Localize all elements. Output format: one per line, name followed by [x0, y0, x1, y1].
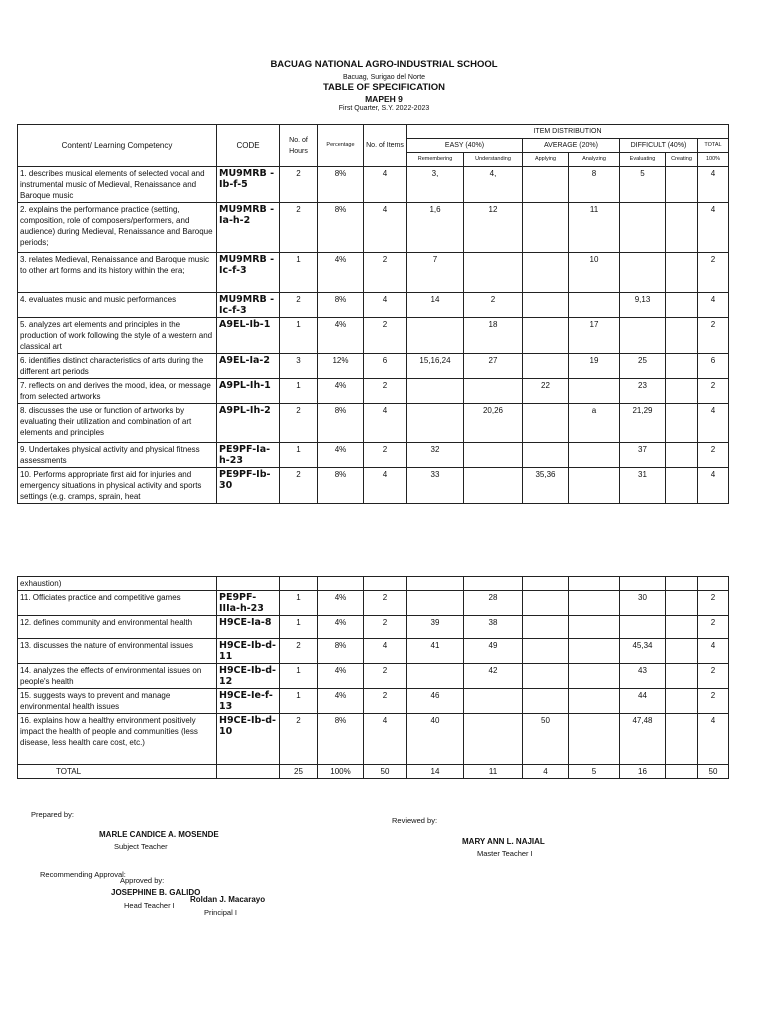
- items-cell: 4: [364, 293, 407, 318]
- evaluating-cell: [620, 577, 666, 591]
- specification-table-page2: [17, 576, 729, 779]
- total-cell: 4: [698, 468, 729, 504]
- total-analyzing-cell: 5: [569, 765, 620, 779]
- competency-cell: 14. analyzes the effects of environmental issues on people's health: [18, 664, 217, 689]
- analyzing-cell: 19: [569, 354, 620, 379]
- total-hours-cell: 25: [280, 765, 318, 779]
- items-header: No. of Items: [364, 125, 407, 167]
- percentage-cell: 4%: [318, 689, 364, 714]
- analyzing-cell: [569, 591, 620, 616]
- competency-cell: 15. suggests ways to prevent and manage environmental health issues: [18, 689, 217, 714]
- creating-cell: [666, 468, 698, 504]
- creating-cell: [666, 616, 698, 639]
- percentage-cell: 8%: [318, 203, 364, 253]
- reviewed-by-label: Reviewed by:: [392, 816, 438, 825]
- recommending-approval-label: Recommending Approval:: [40, 870, 126, 879]
- evaluating-cell: [620, 616, 666, 639]
- remembering-cell: 14: [407, 293, 464, 318]
- creating-header: Creating: [666, 153, 698, 167]
- competency-cell: 16. explains how a healthy environment positively impact the health of people and communities (less disease, less health care cost, etc.): [18, 714, 217, 765]
- remembering-header: Remembering: [407, 153, 464, 167]
- hours-cell: 1: [280, 253, 318, 293]
- analyzing-cell: a: [569, 404, 620, 443]
- understanding-cell: 38: [464, 616, 523, 639]
- understanding-cell: [464, 689, 523, 714]
- applying-cell: 50: [523, 714, 569, 765]
- understanding-cell: [464, 443, 523, 468]
- understanding-cell: 2: [464, 293, 523, 318]
- items-cell: 2: [364, 443, 407, 468]
- applying-cell: [523, 664, 569, 689]
- competency-cell: 9. Undertakes physical activity and physical fitness assessments: [18, 443, 217, 468]
- analyzing-cell: [569, 664, 620, 689]
- total-competency-cell: TOTAL: [18, 765, 217, 779]
- items-cell: 4: [364, 167, 407, 203]
- total-cell: 2: [698, 616, 729, 639]
- competency-cell: 3. relates Medieval, Renaissance and Baroque music to other art forms and its history within the era;: [18, 253, 217, 293]
- applying-cell: [523, 203, 569, 253]
- competency-cell: 5. analyzes art elements and principles in the production of work following the style of a western and classical art: [18, 318, 217, 354]
- percentage-cell: 8%: [318, 714, 364, 765]
- creating-cell: [666, 591, 698, 616]
- evaluating-cell: 37: [620, 443, 666, 468]
- applying-cell: [523, 443, 569, 468]
- total-items-cell: 50: [364, 765, 407, 779]
- code-cell: PE9PF-Ia-h-23: [217, 443, 280, 468]
- items-cell: 6: [364, 354, 407, 379]
- total-cell: 6: [698, 354, 729, 379]
- code-cell: MU9MRB -Ic-f-3: [217, 253, 280, 293]
- competency-header: Content/ Learning Competency: [18, 125, 217, 167]
- remembering-cell: [407, 404, 464, 443]
- items-cell: 4: [364, 404, 407, 443]
- total-cell: 2: [698, 689, 729, 714]
- percentage-cell: 4%: [318, 379, 364, 404]
- applying-cell: [523, 404, 569, 443]
- creating-cell: [666, 167, 698, 203]
- total-cell: 4: [698, 293, 729, 318]
- head-teacher-name: JOSEPHINE B. GALIDO: [111, 888, 201, 897]
- analyzing-cell: 11: [569, 203, 620, 253]
- hours-header: No. of Hours: [280, 125, 318, 167]
- applying-cell: [523, 639, 569, 664]
- evaluating-cell: [620, 253, 666, 293]
- competency-cell: 8. discusses the use or function of artworks by evaluating their utilization and combination of art elements and principles: [18, 404, 217, 443]
- code-cell: A9EL-Ia-2: [217, 354, 280, 379]
- code-cell: H9CE-Ie-f-13: [217, 689, 280, 714]
- understanding-cell: 28: [464, 591, 523, 616]
- code-cell: MU9MRB -Ib-f-5: [217, 167, 280, 203]
- analyzing-header: Analyzing: [569, 153, 620, 167]
- evaluating-cell: 21,29: [620, 404, 666, 443]
- remembering-cell: 15,16,24: [407, 354, 464, 379]
- creating-cell: [666, 354, 698, 379]
- evaluating-cell: 47,48: [620, 714, 666, 765]
- remembering-cell: 3,: [407, 167, 464, 203]
- understanding-cell: 12: [464, 203, 523, 253]
- applying-cell: [523, 253, 569, 293]
- hours-cell: 2: [280, 639, 318, 664]
- percentage-cell: 8%: [318, 404, 364, 443]
- code-cell: H9CE-Ib-d-10: [217, 714, 280, 765]
- percentage-cell: 8%: [318, 639, 364, 664]
- table-row: [18, 293, 729, 318]
- remembering-cell: 33: [407, 468, 464, 504]
- percentage-cell: 8%: [318, 468, 364, 504]
- competency-cell: 1. describes musical elements of selected vocal and instrumental music of Medieval, Renaissance and Baroque music: [18, 167, 217, 203]
- remembering-cell: [407, 591, 464, 616]
- hours-cell: 1: [280, 318, 318, 354]
- table-row: [18, 318, 729, 354]
- code-cell: H9CE-Ia-8: [217, 616, 280, 639]
- creating-cell: [666, 443, 698, 468]
- total-cell: 2: [698, 591, 729, 616]
- remembering-cell: 39: [407, 616, 464, 639]
- hours-cell: 2: [280, 404, 318, 443]
- total-evaluating-cell: 16: [620, 765, 666, 779]
- analyzing-cell: [569, 714, 620, 765]
- competency-cell: 6. identifies distinct characteristics of arts during the different art periods: [18, 354, 217, 379]
- hours-cell: 2: [280, 468, 318, 504]
- creating-cell: [666, 379, 698, 404]
- evaluating-cell: 5: [620, 167, 666, 203]
- applying-cell: 22: [523, 379, 569, 404]
- remembering-cell: 7: [407, 253, 464, 293]
- table-row: [18, 354, 729, 379]
- total-cell: [698, 577, 729, 591]
- applying-cell: [523, 293, 569, 318]
- analyzing-cell: [569, 639, 620, 664]
- total-applying-cell: 4: [523, 765, 569, 779]
- competency-cell: 10. Performs appropriate first aid for injuries and emergency situations in physical activity and sports settings (e.g. cramps, sprain, heat: [18, 468, 217, 504]
- reviewed-by-title: Master Teacher I: [477, 849, 533, 858]
- items-cell: 4: [364, 203, 407, 253]
- remembering-cell: 1,6: [407, 203, 464, 253]
- analyzing-cell: 8: [569, 167, 620, 203]
- total-code-cell: [217, 765, 280, 779]
- applying-cell: [523, 354, 569, 379]
- code-cell: PE9PF-Ib-30: [217, 468, 280, 504]
- hours-cell: 2: [280, 203, 318, 253]
- evaluating-cell: 9,13: [620, 293, 666, 318]
- understanding-cell: 18: [464, 318, 523, 354]
- understanding-cell: [464, 714, 523, 765]
- percentage-cell: 8%: [318, 293, 364, 318]
- hours-cell: 1: [280, 379, 318, 404]
- table-row: [18, 616, 729, 639]
- understanding-cell: [464, 577, 523, 591]
- total-cell: 2: [698, 253, 729, 293]
- percentage-cell: [318, 577, 364, 591]
- analyzing-cell: [569, 293, 620, 318]
- total-creating-cell: [666, 765, 698, 779]
- table-row: [18, 203, 729, 253]
- total-understanding-cell: 11: [464, 765, 523, 779]
- creating-cell: [666, 714, 698, 765]
- applying-cell: [523, 167, 569, 203]
- prepared-by-name: MARLE CANDICE A. MOSENDE: [99, 830, 219, 839]
- difficult-header: DIFFICULT (40%): [620, 139, 698, 153]
- prepared-by-label: Prepared by:: [31, 810, 74, 819]
- table-row: [18, 664, 729, 689]
- analyzing-cell: 10: [569, 253, 620, 293]
- creating-cell: [666, 203, 698, 253]
- code-cell: MU9MRB -Ia-h-2: [217, 203, 280, 253]
- percentage-header: Percentage: [318, 125, 364, 167]
- competency-cell: exhaustion): [18, 577, 217, 591]
- code-cell: A9PL-Ih-2: [217, 404, 280, 443]
- creating-cell: [666, 293, 698, 318]
- totals-row: [18, 765, 729, 779]
- percentage-cell: 4%: [318, 616, 364, 639]
- applying-cell: [523, 689, 569, 714]
- analyzing-cell: [569, 443, 620, 468]
- items-cell: 2: [364, 591, 407, 616]
- evaluating-cell: 30: [620, 591, 666, 616]
- remembering-cell: 40: [407, 714, 464, 765]
- competency-cell: 7. reflects on and derives the mood, idea, or message from selected artworks: [18, 379, 217, 404]
- creating-cell: [666, 689, 698, 714]
- prepared-by-title: Subject Teacher: [114, 842, 168, 851]
- competency-cell: 12. defines community and environmental health: [18, 616, 217, 639]
- hours-cell: 1: [280, 616, 318, 639]
- evaluating-cell: 43: [620, 664, 666, 689]
- analyzing-cell: [569, 468, 620, 504]
- total-total-cell: 50: [698, 765, 729, 779]
- table-row: [18, 577, 729, 591]
- principal-name: Roldan J. Macarayo: [190, 895, 266, 904]
- table-row: [18, 639, 729, 664]
- analyzing-cell: [569, 379, 620, 404]
- table-row: [18, 714, 729, 765]
- school-name: BACUAG NATIONAL AGRO-INDUSTRIAL SCHOOL: [270, 59, 498, 70]
- table-row: [18, 443, 729, 468]
- applying-cell: [523, 616, 569, 639]
- hours-cell: 3: [280, 354, 318, 379]
- understanding-cell: [464, 468, 523, 504]
- table-row: [18, 689, 729, 714]
- understanding-cell: 27: [464, 354, 523, 379]
- competency-cell: 4. evaluates music and music performances: [18, 293, 217, 318]
- evaluating-cell: 31: [620, 468, 666, 504]
- table-row: [18, 591, 729, 616]
- hours-cell: 2: [280, 714, 318, 765]
- school-address: Bacuag, Surigao del Norte: [342, 74, 426, 81]
- easy-header: EASY (40%): [407, 139, 523, 153]
- code-cell: MU9MRB -Ic-f-3: [217, 293, 280, 318]
- remembering-cell: [407, 379, 464, 404]
- competency-cell: 13. discusses the nature of environmental issues: [18, 639, 217, 664]
- total-cell: 2: [698, 379, 729, 404]
- remembering-cell: 32: [407, 443, 464, 468]
- items-cell: 2: [364, 664, 407, 689]
- understanding-cell: 42: [464, 664, 523, 689]
- understanding-cell: 20,26: [464, 404, 523, 443]
- competency-cell: 2. explains the performance practice (setting, composition, role of composers/performers, and audience) during Medieval, Renaissance and Baroque periods;: [18, 203, 217, 253]
- percentage-cell: 12%: [318, 354, 364, 379]
- approved-by-label: Approved by:: [120, 876, 165, 885]
- items-cell: 2: [364, 253, 407, 293]
- percentage-cell: 4%: [318, 253, 364, 293]
- evaluating-header: Evaluating: [620, 153, 666, 167]
- understanding-cell: [464, 253, 523, 293]
- percentage-cell: 4%: [318, 591, 364, 616]
- remembering-cell: [407, 318, 464, 354]
- document-title: TABLE OF SPECIFICATION: [322, 82, 446, 93]
- table-row: [18, 167, 729, 203]
- principal-title: Principal I: [204, 908, 237, 917]
- understanding-header: Understanding: [464, 153, 523, 167]
- items-cell: 2: [364, 379, 407, 404]
- head-teacher-title: Head Teacher I: [124, 901, 175, 910]
- items-cell: [364, 577, 407, 591]
- hours-cell: [280, 577, 318, 591]
- code-cell: H9CE-Ib-d-11: [217, 639, 280, 664]
- total-cell: 2: [698, 664, 729, 689]
- items-cell: 2: [364, 689, 407, 714]
- creating-cell: [666, 253, 698, 293]
- total-cell: 4: [698, 714, 729, 765]
- analyzing-cell: [569, 689, 620, 714]
- total-percentage-cell: 100%: [318, 765, 364, 779]
- applying-cell: 35,36: [523, 468, 569, 504]
- remembering-cell: [407, 664, 464, 689]
- reviewed-by-name: MARY ANN L. NAJIAL: [462, 837, 545, 846]
- average-header: AVERAGE (20%): [523, 139, 620, 153]
- hours-cell: 2: [280, 293, 318, 318]
- analyzing-cell: [569, 577, 620, 591]
- percentage-cell: 4%: [318, 443, 364, 468]
- creating-cell: [666, 664, 698, 689]
- items-cell: 4: [364, 639, 407, 664]
- code-cell: PE9PF-IIIa-h-23: [217, 591, 280, 616]
- evaluating-cell: 23: [620, 379, 666, 404]
- applying-header: Applying: [523, 153, 569, 167]
- percentage-cell: 4%: [318, 664, 364, 689]
- hours-cell: 1: [280, 443, 318, 468]
- understanding-cell: 49: [464, 639, 523, 664]
- table-row: [18, 253, 729, 293]
- code-cell: [217, 577, 280, 591]
- analyzing-cell: 17: [569, 318, 620, 354]
- percentage-cell: 4%: [318, 318, 364, 354]
- subject-title: MAPEH 9: [365, 94, 403, 104]
- creating-cell: [666, 318, 698, 354]
- table-row: [18, 468, 729, 504]
- code-cell: A9EL-Ib-1: [217, 318, 280, 354]
- remembering-cell: 41: [407, 639, 464, 664]
- remembering-cell: 46: [407, 689, 464, 714]
- table-row: [18, 379, 729, 404]
- understanding-cell: [464, 379, 523, 404]
- code-cell: H9CE-Ib-d-12: [217, 664, 280, 689]
- hours-cell: 1: [280, 591, 318, 616]
- evaluating-cell: 45,34: [620, 639, 666, 664]
- evaluating-cell: [620, 203, 666, 253]
- applying-cell: [523, 318, 569, 354]
- hours-cell: 2: [280, 167, 318, 203]
- remembering-cell: [407, 577, 464, 591]
- creating-cell: [666, 404, 698, 443]
- table-row: [18, 404, 729, 443]
- total-percent-header: 100%: [698, 153, 729, 167]
- total-cell: 4: [698, 167, 729, 203]
- items-cell: 4: [364, 468, 407, 504]
- quarter-label: First Quarter, S.Y. 2022-2023: [338, 105, 430, 112]
- code-cell: A9PL-Ih-1: [217, 379, 280, 404]
- evaluating-cell: 44: [620, 689, 666, 714]
- total-cell: 4: [698, 639, 729, 664]
- hours-cell: 1: [280, 664, 318, 689]
- competency-cell: 11. Officiates practice and competitive games: [18, 591, 217, 616]
- code-header: CODE: [217, 125, 280, 167]
- analyzing-cell: [569, 616, 620, 639]
- percentage-cell: 8%: [318, 167, 364, 203]
- items-cell: 4: [364, 714, 407, 765]
- applying-cell: [523, 591, 569, 616]
- total-remembering-cell: 14: [407, 765, 464, 779]
- items-cell: 2: [364, 318, 407, 354]
- applying-cell: [523, 577, 569, 591]
- total-header: TOTAL: [698, 139, 729, 153]
- creating-cell: [666, 577, 698, 591]
- hours-cell: 1: [280, 689, 318, 714]
- total-cell: 4: [698, 203, 729, 253]
- total-cell: 4: [698, 404, 729, 443]
- evaluating-cell: 25: [620, 354, 666, 379]
- specification-table-page1: [17, 124, 729, 504]
- item-distribution-header: ITEM DISTRIBUTION: [407, 125, 729, 139]
- creating-cell: [666, 639, 698, 664]
- total-cell: 2: [698, 443, 729, 468]
- items-cell: 2: [364, 616, 407, 639]
- understanding-cell: 4,: [464, 167, 523, 203]
- evaluating-cell: [620, 318, 666, 354]
- total-cell: 2: [698, 318, 729, 354]
